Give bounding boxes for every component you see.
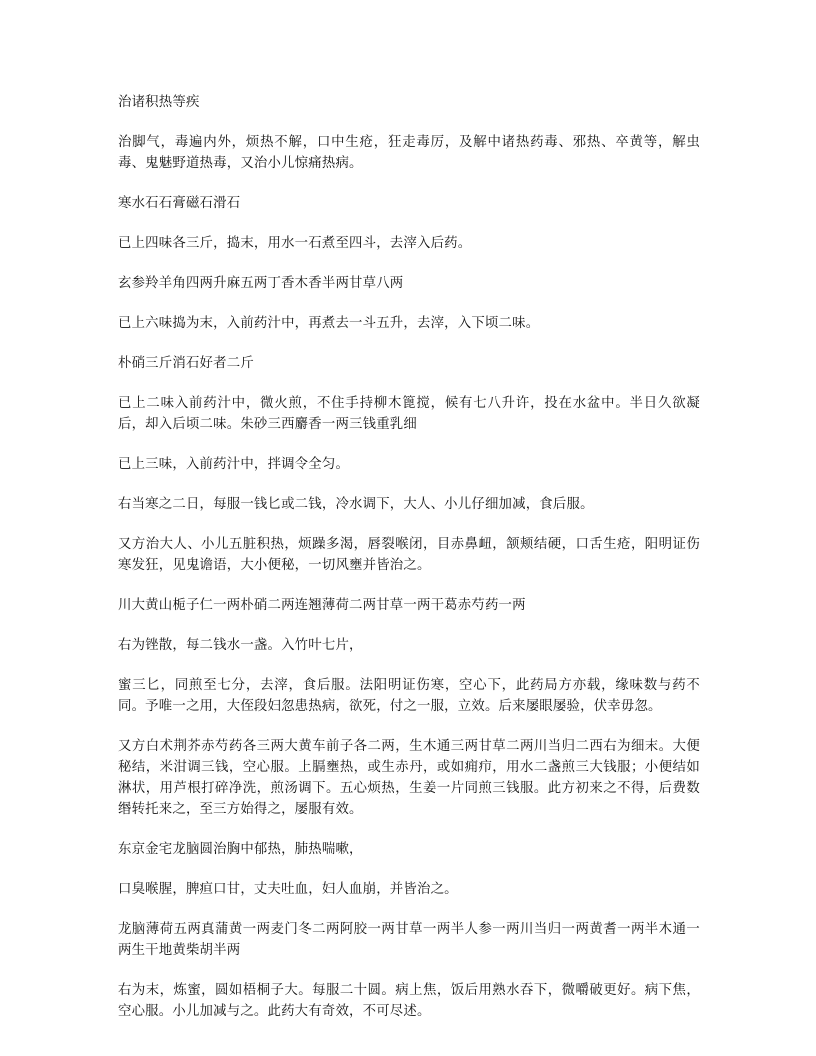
- preparation-step: 已上三味，入前药汁中，拌调令全匀。: [118, 457, 350, 472]
- dosage-instructions: 蜜三匕，同煎至七分，去滓，食后服。法阳明证伤寒，空心下，此药局方亦载，缘味数与药不同。予唯一之用，大侄段妇忽患热病，欲死，付之一服，立效。后来屡眼屡验，伏幸毋忽。: [118, 678, 700, 714]
- recipe-title: 东京金宅龙脑圆治胸中郁热，肺热喘嗽，: [118, 842, 363, 857]
- preparation-step: 已上四味各三斤，捣末，用水一石煮至四斗，去滓入后药。: [118, 236, 472, 251]
- preparation-step: 右为锉散，每二钱水一盏。入竹叶七片，: [118, 638, 363, 653]
- preparation-step: 已上六味捣为末，入前药汁中，再煮去一斗五升，去滓，入下顷二味。: [118, 316, 540, 331]
- dosage-instructions: 右当寒之二日，每服一钱匕或二钱，冷水调下，大人、小儿仔细加减，食后服。: [118, 497, 594, 512]
- alternate-recipe-paragraph: 又方白术荆芥赤芍药各三两大黄车前子各二两，生木通三两甘草二两川当归二西右为细末。大便秘结，米泔调三钱，空心服。上膈壅热，或生赤丹，或如痈疖，用水二盏煎三大钱服；小便结如淋状，用芦根打碎净洗，煎汤调下。五心烦热，生姜一片同煎三钱服。此方初来之不得，后费数缗转托来之，至三方始得之，屡服有效。: [118, 739, 700, 817]
- ingredient-list: 玄参羚羊角四两升麻五两丁香木香半两甘草八两: [118, 276, 404, 291]
- preparation-step: 已上二味入前药汁中，微火煎，不住手持柳木篦搅，候有七八升许，投在水盆中。半日久欲凝后，却入后顷二味。朱砂三西麝香一两三钱重乳细: [118, 396, 700, 432]
- indications-paragraph: 口臭喉腥，脾疸口甘，丈夫吐血，妇人血崩，并皆治之。: [118, 882, 458, 897]
- ingredient-list: 寒水石石膏磁石滑石: [118, 196, 241, 211]
- ingredient-list: 龙脑薄荷五两真蒲黄一两麦门冬二两阿胶一两甘草一两半人参一两川当归一两黄耆一两半木通一两生干地黄柴胡半两: [118, 922, 700, 958]
- indications-paragraph: 治脚气，毒遍内外，烦热不解，口中生疮，狂走毒厉，及解中诸热药毒、邪热、卒黄等，解虫毒、鬼魅野道热毒，又治小儿惊痛热病。: [118, 135, 700, 171]
- ingredient-list: 川大黄山栀子仁一两朴硝二两连翘薄荷二两甘草一两干葛赤芍药一两: [118, 598, 526, 613]
- document-page: [118, 92, 700, 1041]
- dosage-instructions: 右为末，炼蜜，圆如梧桐子大。每服二十圆。病上焦，饭后用熟水吞下，微嚼破更好。病下焦，空心服。小儿加减与之。此药大有奇效，不可尽述。: [118, 983, 700, 1019]
- indications-paragraph: 又方治大人、小儿五脏积热，烦躁多渴，唇裂喉闭，目赤鼻衄，颔颊结硬，口舌生疮，阳明证伤寒发狂，见鬼谵语，大小便秘，一切风壅并皆治之。: [118, 537, 700, 573]
- section-heading: 治诸积热等疾: [118, 95, 200, 110]
- ingredient-list: 朴硝三斤消石好者二斤: [118, 356, 254, 371]
